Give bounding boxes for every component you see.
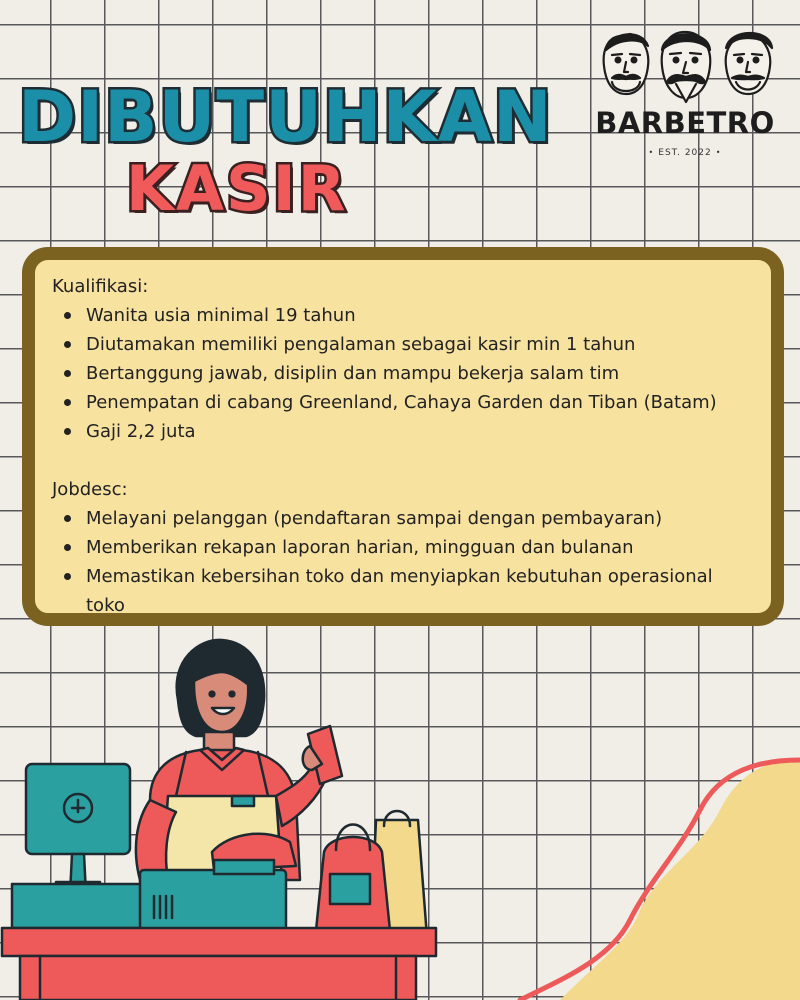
wave-shape — [560, 760, 800, 1000]
job-info-card — [22, 247, 784, 626]
logo-established: • EST. 2022 • — [648, 148, 722, 158]
subheadline: KASIR — [126, 152, 348, 225]
list-item: Bertanggung jawab, disiplin dan mampu bekerja salam tim — [86, 359, 755, 388]
logo-name: BARBETRO — [595, 106, 775, 140]
list-item: Diutamakan memiliki pengalaman sebagai kasir min 1 tahun — [86, 330, 755, 359]
list-item: Wanita usia minimal 19 tahun — [86, 301, 755, 330]
logo-est-text: EST. 2022 — [658, 148, 712, 158]
headline: DIBUTUHKAN — [18, 76, 553, 158]
barber-faces-icon — [590, 22, 780, 106]
qualifications-title: Kualifikasi: — [52, 276, 149, 297]
list-item: Melayani pelanggan (pendaftaran sampai dengan pembayaran) — [86, 504, 755, 533]
barbetro-logo — [590, 22, 780, 158]
list-item: Gaji 2,2 juta — [86, 417, 755, 446]
cashier-illustration — [0, 620, 800, 1000]
list-item: Penempatan di cabang Greenland, Cahaya Garden dan Tiban (Batam) — [86, 388, 755, 417]
list-item: Memastikan kebersihan toko dan menyiapkan kebutuhan operasional toko — [86, 562, 755, 620]
jobdesc-list — [52, 504, 755, 620]
jobdesc-title: Jobdesc: — [52, 479, 128, 500]
list-item: Memberikan rekapan laporan harian, mingguan dan bulanan — [86, 533, 755, 562]
qualifications-list — [52, 301, 755, 446]
